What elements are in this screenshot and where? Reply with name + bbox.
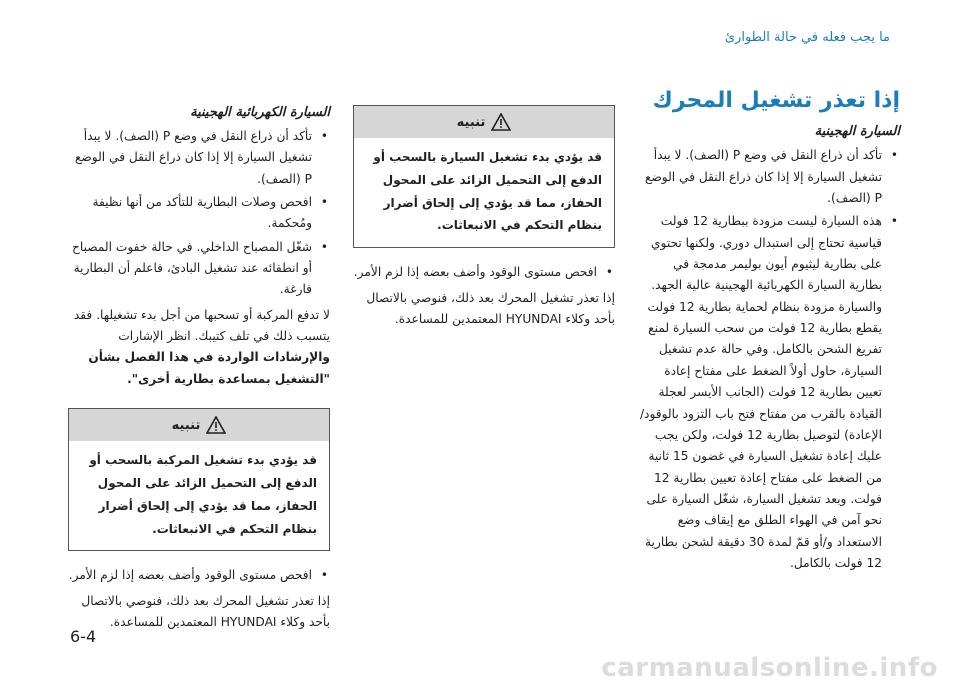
list-item: • افحص وصلات البطارية للتأكد من أنها نظيفة ومُحكمة. (68, 192, 330, 235)
caution-text: قد يؤدي بدء تشغيل السيارة بالسحب أو الدفع إلى التحميل الزائد على المحول الحفاز، مما قد يؤدي إلى إلحاق أضرار بنظام التحكم في الانبعاثات. (373, 150, 602, 233)
caution-title: تنبيه (171, 417, 201, 433)
bullet-list (68, 565, 330, 586)
footer-bar (0, 653, 960, 685)
warning-triangle-icon (491, 113, 511, 131)
caution-text: قد يؤدي بدء تشغيل المركبة بالسحب أو الدفع إلى التحميل الزائد على المحول الحفاز، مما قد يؤدي إلى إلحاق أضرار بنظام التحكم في الانبعاثات. (89, 453, 317, 536)
paragraph: إذا تعذر تشغيل المحرك بعد ذلك، فنوصي بالاتصال بأحد وكلاء HYUNDAI المعتمدين للمساعدة. (81, 593, 330, 629)
right-column (638, 88, 900, 576)
subsection-title: السيارة الكهربائية الهجينية (190, 105, 330, 120)
list-item: • تأكد أن ذراع النقل في وضع P (الصف). لا يبدأ تشغيل السيارة إلا إذا كان ذراع النقل في الوضع P (الصف). (638, 145, 900, 209)
section-title: إذا تعذر تشغيل المحرك (652, 88, 900, 113)
bullet-list (68, 126, 330, 301)
list-item: • افحص مستوى الوقود وأضف بعضه إذا لزم الأمر. (353, 262, 615, 283)
list-item: • شغّل المصباح الداخلي. في حالة خفوت المصباح أو انطفائه عند تشغيل البادئ، فاعلم أن البطارية فارغة. (68, 237, 330, 301)
bullet-list (638, 145, 900, 574)
list-item: • افحص مستوى الوقود وأضف بعضه إذا لزم الأمر. (68, 565, 330, 586)
bullet-icon: • (320, 239, 328, 254)
bullet-icon: • (890, 148, 898, 163)
page-number: 6-4 (70, 627, 97, 646)
bullet-icon: • (320, 195, 328, 210)
paragraph: لا تدفع المركبة أو تسحبها من أجل بدء تشغيلها. فقد يتسبب ذلك في تلف كتيبك. انظر الإشارات والإرشادات الواردة في هذا الفصل بشأن "التشغيل بمساعدة بطارية أخرى". (73, 307, 330, 386)
caution-title: تنبيه (456, 114, 486, 130)
watermark: carmanualsonline.info (601, 653, 938, 683)
bullet-list (353, 262, 615, 283)
bullet-icon: • (320, 129, 328, 143)
left-column (68, 105, 330, 637)
running-header: ما يجب فعله في حالة الطوارئ (724, 30, 890, 45)
subsection-title: السيارة الهجينية (814, 124, 900, 140)
caution-header (354, 106, 614, 138)
caution-box (353, 105, 615, 248)
caution-box (68, 408, 330, 551)
bullet-icon: • (605, 265, 613, 280)
list-item: • تأكد أن ذراع النقل في وضع P (الصف). لا يبدأ تشغيل السيارة إلا إذا كان ذراع النقل في الوضع P (الصف). (68, 126, 330, 190)
list-item: • هذه السيارة ليست مزودة ببطارية 12 فولت قياسية تحتاج إلى استبدال دوري. ولكنها تحتوي على بطارية ليثيوم أيون بوليمر مدمجة في بطارية السيارة الكهربائية الهجينية عالية الجهد. والسيارة مزودة بنظام لحماية بطارية 12 فولت يقطع بطارية 12 فولت من سحب السيارة لمنع تفريغ الشحن بالكامل. وفي حالة عدم تشغيل السيارة، حاول أولاً الضغط على مفتاح إعادة تعيين بطارية 12 فولت (الجانب الأيسر لعجلة القيادة بالقرب من مفتاح فتح باب التزود بالوقود/الإعادة) لتوصيل بطارية 12 فولت، ولكن يجب عليك إعادة تشغيل السيارة في غضون 15 ثانية من الضغط على مفتاح إعادة تعيين بطارية 12 فولت. وبعد تشغيل السيارة، شغّل السيارة على نحو آمن في الهواء الطلق مع إيقاف وضع الاستعداد و/أو قمّ لمدة 30 دقيقة لشحن بطارية 12 فولت بالكامل. (638, 211, 900, 574)
middle-column (353, 105, 615, 334)
caution-header (69, 409, 329, 441)
paragraph: إذا تعذر تشغيل المحرك بعد ذلك، فنوصي بالاتصال بأحد وكلاء HYUNDAI المعتمدين للمساعدة. (366, 290, 615, 326)
bullet-icon: • (320, 568, 328, 583)
warning-triangle-icon (206, 416, 226, 434)
bullet-icon: • (890, 214, 898, 229)
